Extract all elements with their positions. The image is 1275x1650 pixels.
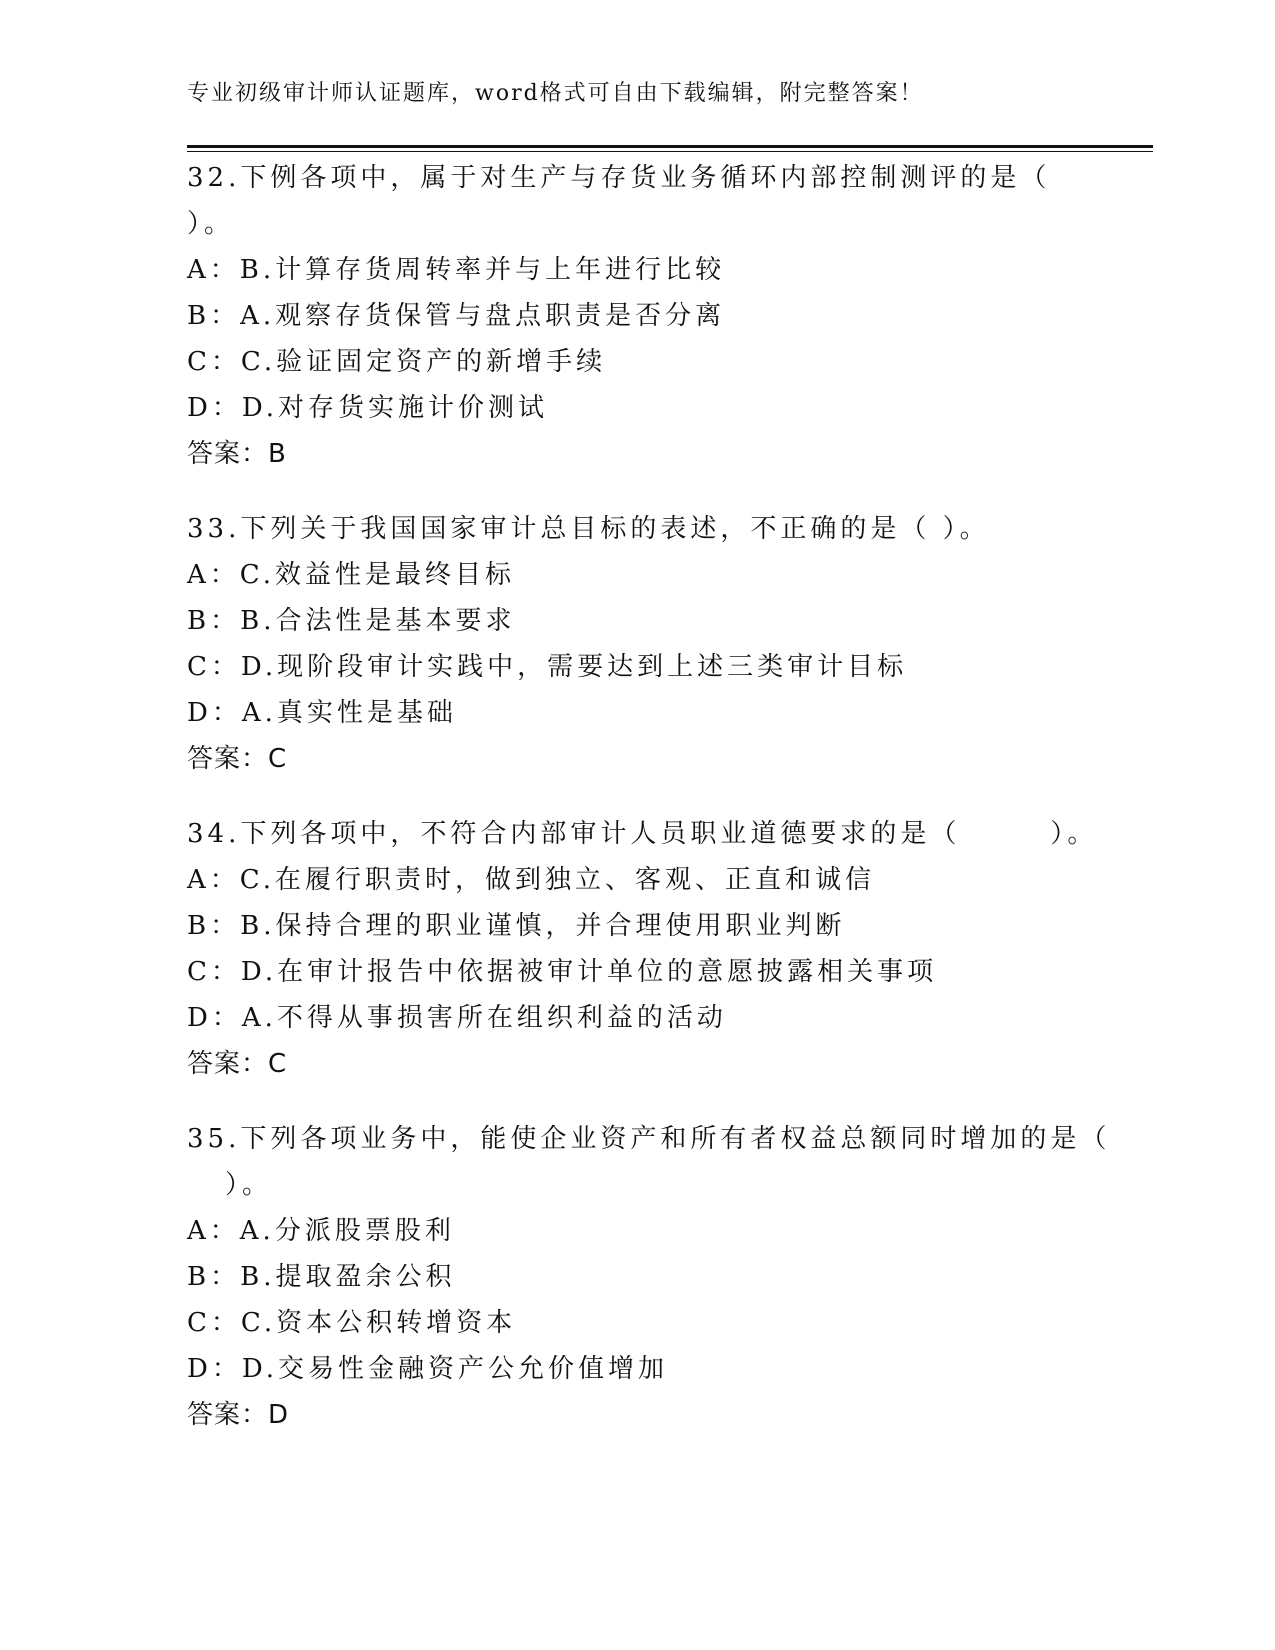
question-block-34 [187,811,1147,1087]
option-d: D：D.交易性金融资产公允价值增加 [187,1354,669,1384]
option-a: A：C.效益性是最终目标 [187,560,516,590]
option-b: B：B.保持合理的职业谨慎，并合理使用职业判断 [187,911,846,941]
page-header: 专业初级审计师认证题库，word格式可自由下载编辑，附完整答案！ [187,81,924,106]
option-c: C：C.验证固定资产的新增手续 [187,347,607,377]
question-block-35 [187,1116,1147,1438]
answer: 答案：D [187,1400,290,1430]
option-d: D：D.对存货实施计价测试 [187,393,549,423]
question-stem-continued: ）。 [187,209,235,239]
option-a: A：B.计算存货周转率并与上年进行比较 [187,255,726,285]
header-rule-thick [187,145,1153,148]
question-stem: 33.下列关于我国国家审计总目标的表述，不正确的是（ ）。 [187,514,990,544]
question-block-32 [187,155,1147,477]
option-b: B：B.合法性是基本要求 [187,606,516,636]
question-stem: 32.下例各项中，属于对生产与存货业务循环内部控制测评的是（ [187,163,1051,193]
option-b: B：B.提取盈余公积 [187,1262,456,1292]
option-b: B：A.观察存货保管与盘点职责是否分离 [187,301,726,331]
option-d: D：A.真实性是基础 [187,698,457,728]
option-a: A：A.分派股票股利 [187,1216,455,1246]
option-c: C：D.在审计报告中依据被审计单位的意愿披露相关事项 [187,957,938,987]
answer: 答案：B [187,439,287,469]
option-c: C：C.资本公积转增资本 [187,1308,517,1338]
question-block-33 [187,506,1147,782]
header-rule-thin [187,151,1153,152]
answer: 答案：C [187,744,288,774]
question-stem: 34.下列各项中，不符合内部审计人员职业道德要求的是（ ）。 [187,819,1098,849]
question-stem: 35.下列各项业务中，能使企业资产和所有者权益总额同时增加的是（ [187,1124,1111,1154]
question-stem-continued: ）。 [225,1170,273,1200]
answer: 答案：C [187,1049,288,1079]
option-a: A：C.在履行职责时，做到独立、客观、正直和诚信 [187,865,876,895]
option-c: C：D.现阶段审计实践中，需要达到上述三类审计目标 [187,652,908,682]
option-d: D：A.不得从事损害所在组织利益的活动 [187,1003,727,1033]
